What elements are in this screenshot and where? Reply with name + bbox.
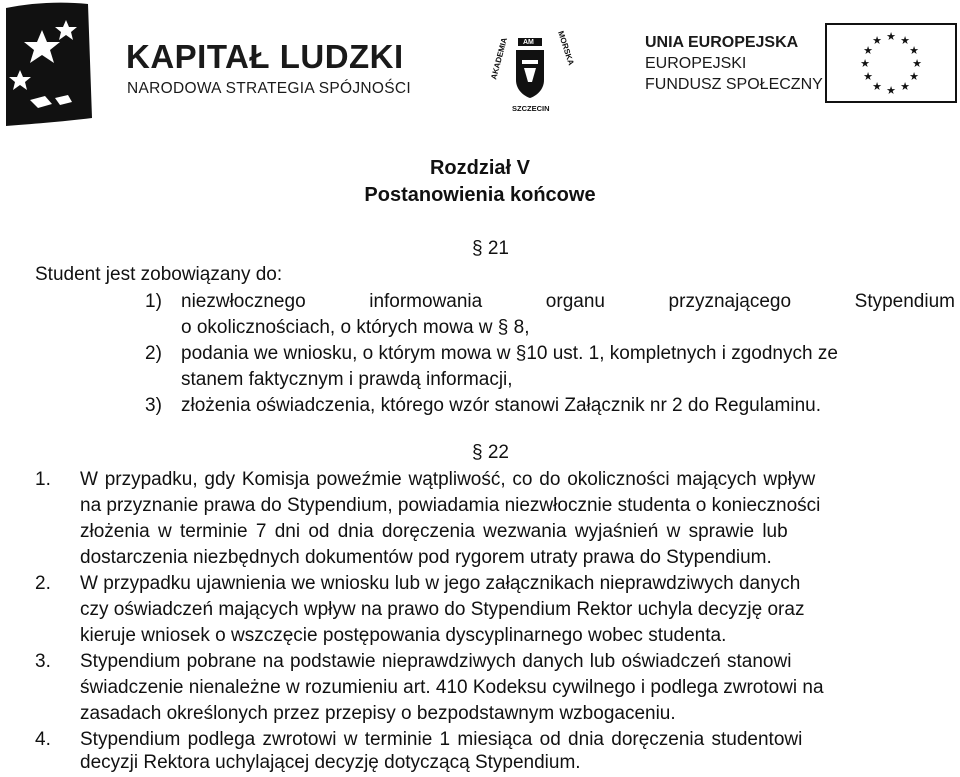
- svg-text:★: ★: [900, 80, 910, 93]
- section-22-p2-line-3: kieruje wniosek o wszczęcie postępowania dyscyplinarnego wobec studenta.: [80, 625, 727, 646]
- efs-line-1: UNIA EUROPEJSKA: [645, 34, 799, 51]
- word: informowania: [369, 291, 483, 312]
- svg-text:MORSKA: MORSKA: [556, 29, 576, 67]
- word: organu: [545, 291, 605, 312]
- kapital-ludzki-subtitle: NARODOWA STRATEGIA SPÓJNOŚCI: [127, 80, 411, 97]
- svg-text:★: ★: [909, 70, 919, 83]
- section-21-heading: § 21: [472, 238, 509, 259]
- svg-text:AKADEMIA: AKADEMIA: [489, 36, 510, 81]
- efs-line-3: FUNDUSZ SPOŁECZNY: [645, 76, 823, 93]
- svg-text:★: ★: [860, 57, 870, 70]
- section-22-heading: § 22: [472, 442, 509, 463]
- section-22-p1-line-1: W przypadku, gdy Komisja poweźmie wątpliwość, co do okoliczności mających wpływ: [80, 469, 816, 490]
- section-22-p1-line-4: dostarczenia niezbędnych dokumentów pod rygorem utraty prawa do Stypendium.: [80, 547, 772, 568]
- svg-text:★: ★: [886, 30, 896, 43]
- section-21-item-3-number: 3): [145, 395, 162, 416]
- section-21-item-2-line-1: podania we wniosku, o którym mowa w §10 ust. 1, kompletnych i zgodnych ze: [181, 343, 838, 364]
- section-22-p2-number: 2.: [35, 573, 51, 594]
- svg-text:★: ★: [872, 80, 882, 93]
- eu-flag-icon: [825, 23, 957, 103]
- akademia-morska-monogram: AM: [523, 39, 534, 46]
- section-22-p2-line-1: W przypadku ujawnienia we wniosku lub w jego załącznikach nieprawdziwych danych: [80, 573, 801, 594]
- section-22-p4-number: 4.: [35, 729, 51, 750]
- word: przyznającego: [668, 291, 792, 312]
- kapital-ludzki-emblem: [0, 0, 100, 128]
- kapital-ludzki-title: KAPITAŁ LUDZKI: [126, 38, 404, 75]
- section-22-p3-number: 3.: [35, 651, 51, 672]
- section-22-p1-line-3: złożenia w terminie 7 dni od dnia doręczenia wezwania wyjaśnień w sprawie lub: [80, 521, 788, 542]
- section-22-p3-line-3: zasadach określonych przez przepisy o bezpodstawnym wzbogaceniu.: [80, 703, 676, 724]
- section-21-intro: Student jest zobowiązany do:: [35, 264, 283, 285]
- section-22-p3-line-2: świadczenie nienależne w rozumieniu art. 410 Kodeksu cywilnego i podlega zwrotowi na: [80, 677, 824, 698]
- section-21-item-1-line-1: [181, 289, 955, 315]
- chapter-subtitle: Postanowienia końcowe: [364, 184, 596, 206]
- efs-logo: [640, 34, 823, 94]
- section-21-item-2-number: 2): [145, 343, 162, 364]
- section-21-item-2-line-2: stanem faktycznym i prawdą informacji,: [181, 369, 513, 390]
- section-21-item-1-line-2: o okolicznościach, o których mowa w § 8,: [181, 317, 530, 338]
- section-21-item-3-line-1: złożenia oświadczenia, którego wzór stanowi Załącznik nr 2 do Regulaminu.: [181, 395, 821, 416]
- section-21-item-1-number: 1): [145, 291, 162, 312]
- svg-text:★: ★: [900, 34, 910, 47]
- section-22-p4-line-2: decyzji Rektora uchylającej decyzję dotyczącą Stypendium.: [80, 752, 581, 773]
- efs-line-2: EUROPEJSKI: [645, 55, 747, 72]
- svg-text:★: ★: [909, 44, 919, 57]
- word: Stypendium: [854, 291, 955, 312]
- kapital-ludzki-logo: [0, 0, 430, 130]
- akademia-morska-emblem: [488, 18, 576, 113]
- svg-text:★: ★: [863, 44, 873, 57]
- section-22-p1-line-2: na przyznanie prawa do Stypendium, powiadamia niezwłocznie studenta o konieczności: [80, 495, 821, 516]
- word: niezwłocznego: [181, 291, 306, 312]
- svg-text:SZCZECIN: SZCZECIN: [512, 104, 550, 113]
- svg-text:★: ★: [863, 70, 873, 83]
- akademia-morska-seal: [488, 18, 576, 113]
- svg-text:★: ★: [872, 34, 882, 47]
- section-22-p4-line-1: Stypendium podlega zwrotowi w terminie 1 miesiąca od dnia doręczenia studentowi: [80, 729, 803, 750]
- section-22-p2-line-2: czy oświadczeń mających wpływ na prawo do Stypendium Rektor uchyla decyzję oraz: [80, 599, 805, 620]
- section-22-p3-line-1: Stypendium pobrane na podstawie nieprawdziwych danych lub oświadczeń stanowi: [80, 651, 792, 672]
- svg-text:★: ★: [886, 84, 896, 97]
- svg-text:★: ★: [912, 57, 922, 70]
- section-22-p1-number: 1.: [35, 469, 51, 490]
- chapter-title: Rozdział V: [429, 157, 530, 179]
